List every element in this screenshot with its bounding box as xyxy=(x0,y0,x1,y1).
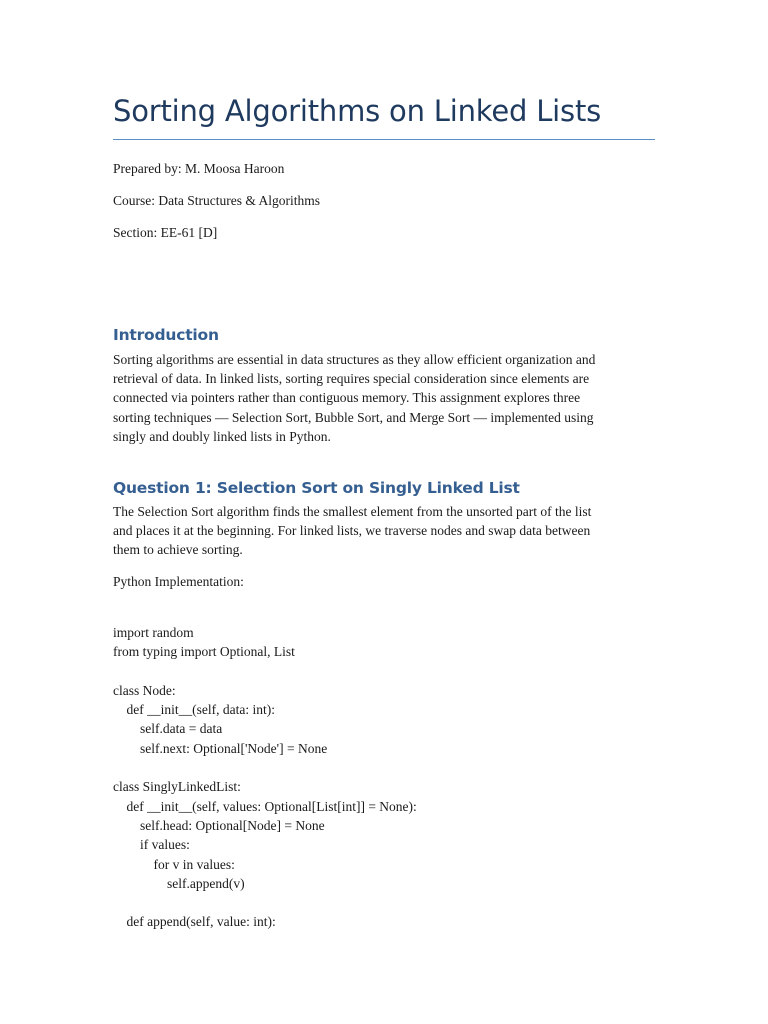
code-line: self.head: Optional[Node] = None xyxy=(113,817,325,833)
code-line: def __init__(self, data: int): xyxy=(113,702,275,718)
code-line: if values: xyxy=(113,837,190,853)
paragraph-line: sorting techniques — Selection Sort, Bubble Sort, and Merge Sort — implemented using xyxy=(113,409,594,425)
paragraph-line: them to achieve sorting. xyxy=(113,542,243,558)
prepared-by-text: Prepared by: M. Moosa Haroon xyxy=(113,161,285,176)
code-line: for v in values: xyxy=(113,856,235,872)
code-line: def append(self, value: int): xyxy=(113,914,276,930)
code-line xyxy=(113,662,417,681)
introduction-paragraph xyxy=(113,350,658,446)
code-line: self.next: Optional['Node'] = None xyxy=(113,740,328,756)
code-line: class Node: xyxy=(113,682,176,698)
code-line: from typing import Optional, List xyxy=(113,644,295,660)
paragraph-line: and places it at the beginning. For linked lists, we traverse nodes and swap data between xyxy=(113,523,591,539)
code-line xyxy=(113,893,417,912)
paragraph-line: The Selection Sort algorithm finds the smallest element from the unsorted part of the list xyxy=(113,504,592,519)
course-text: Course: Data Structures & Algorithms xyxy=(113,193,320,208)
paragraph-line: Sorting algorithms are essential in data structures as they allow efficient organization and xyxy=(113,352,596,367)
question1-heading: Question 1: Selection Sort on Singly Linked List xyxy=(113,479,520,497)
code-line: self.append(v) xyxy=(113,875,245,891)
paragraph-line: singly and doubly linked lists in Python. xyxy=(113,428,331,444)
document-title: Sorting Algorithms on Linked Lists xyxy=(113,94,602,128)
code-line xyxy=(113,758,417,777)
section-text: Section: EE-61 [D] xyxy=(113,225,218,240)
code-line: class SinglyLinkedList: xyxy=(113,779,241,795)
title-underline xyxy=(113,139,655,140)
introduction-heading: Introduction xyxy=(113,326,219,344)
question1-paragraph xyxy=(113,502,658,560)
paragraph-line: connected via pointers rather than contiguous memory. This assignment explores three xyxy=(113,390,581,406)
python-implementation-label: Python Implementation: xyxy=(113,574,244,589)
code-line: self.data = data xyxy=(113,721,223,737)
paragraph-line: retrieval of data. In linked lists, sorting requires special consideration since elements are xyxy=(113,371,590,387)
code-line: import random xyxy=(113,625,194,640)
code-block xyxy=(113,623,417,932)
code-line: def __init__(self, values: Optional[List[int]] = None): xyxy=(113,798,417,814)
